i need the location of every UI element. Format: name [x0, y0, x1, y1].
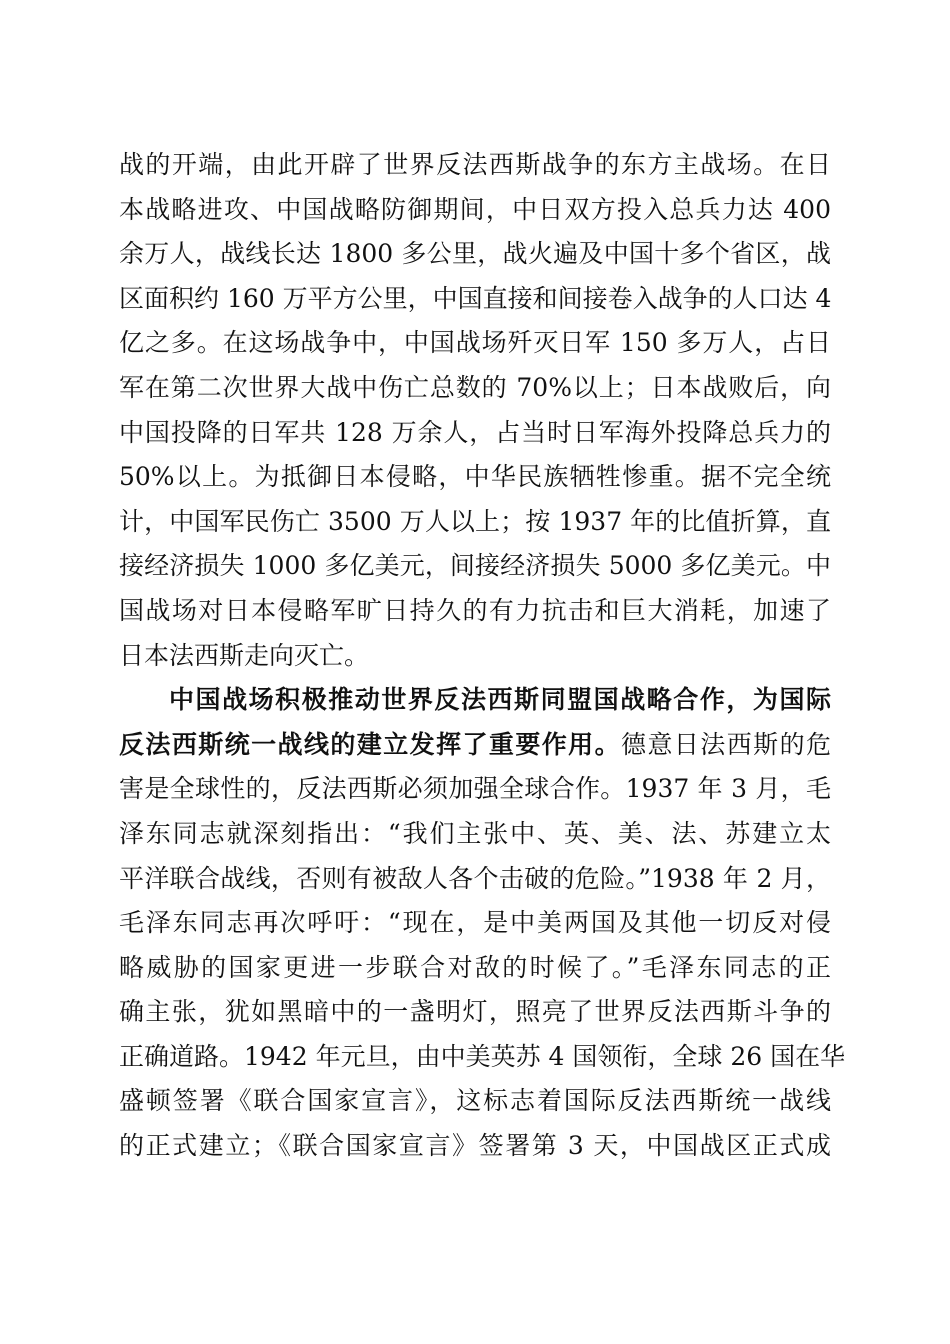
- text-line: 50%以上。为抵御日本侵略，中华民族牺牲惨重。据不完全统: [119, 462, 831, 492]
- text-line: 本战略进攻、中国战略防御期间，中日双方投入总兵力达 400: [119, 194, 831, 224]
- text-line: 余万人，战线长达 1800 多公里，战火遍及中国十多个省区，战: [119, 239, 831, 269]
- text-line: 中国投降的日军共 128 万余人，占当时日军海外投降总兵力的: [119, 417, 831, 447]
- text-line: 国战场对日本侵略军旷日持久的有力抗击和巨大消耗，加速了: [119, 595, 831, 625]
- text-line: 战的开端，由此开辟了世界反法西斯战争的东方主战场。在日: [119, 150, 831, 179]
- paragraph-1: [119, 143, 831, 678]
- paragraph-2: [119, 678, 846, 1169]
- text-line: 略威胁的国家更进一步联合对敌的时候了。”毛泽东同志的正: [119, 952, 831, 982]
- text-line: 确主张，犹如黑暗中的一盏明灯，照亮了世界反法西斯斗争的: [119, 997, 831, 1027]
- regular-text: 德意日法西斯的危: [621, 729, 831, 759]
- text-line: 泽东同志就深刻指出：“我们主张中、英、美、法、苏建立太: [119, 818, 831, 848]
- mixed-line: [119, 723, 831, 768]
- text-line: 计，中国军民伤亡 3500 万人以上；按 1937 年的比值折算，直: [119, 506, 831, 536]
- text-line: 日本法西斯走向灭亡。: [119, 640, 370, 670]
- bold-lead-line: 中国战场积极推动世界反法西斯同盟国战略合作，为国际: [169, 685, 831, 715]
- bold-lead-text: 反法西斯统一战线的建立发挥了重要作用。: [119, 729, 622, 759]
- text-line: 接经济损失 1000 多亿美元，间接经济损失 5000 多亿美元。中: [119, 551, 831, 581]
- body-text: [119, 143, 846, 1169]
- text-line: 盛顿签署《联合国家宣言》，这标志着国际反法西斯统一战线: [119, 1086, 831, 1116]
- text-line: 的正式建立；《联合国家宣言》签署第 3 天，中国战区正式成: [119, 1131, 831, 1161]
- text-line: 区面积约 160 万平方公里，中国直接和间接卷入战争的人口达 4: [119, 283, 832, 313]
- text-line: 正确道路。1942 年元旦，由中美英苏 4 国领衔，全球 26 国在华: [119, 1041, 846, 1071]
- text-line: 害是全球性的，反法西斯必须加强全球合作。1937 年 3 月，毛: [119, 774, 831, 804]
- text-line: 军在第二次世界大战中伤亡总数的 70%以上；日本战败后，向: [119, 372, 831, 402]
- text-line: 亿之多。在这场战争中，中国战场歼灭日军 150 多万人，占日: [119, 328, 831, 358]
- text-line: 毛泽东同志再次呼吁：“现在，是中美两国及其他一切反对侵: [119, 908, 831, 938]
- text-line: 平洋联合战线，否则有被敌人各个击破的危险。”1938 年 2 月，: [119, 863, 831, 893]
